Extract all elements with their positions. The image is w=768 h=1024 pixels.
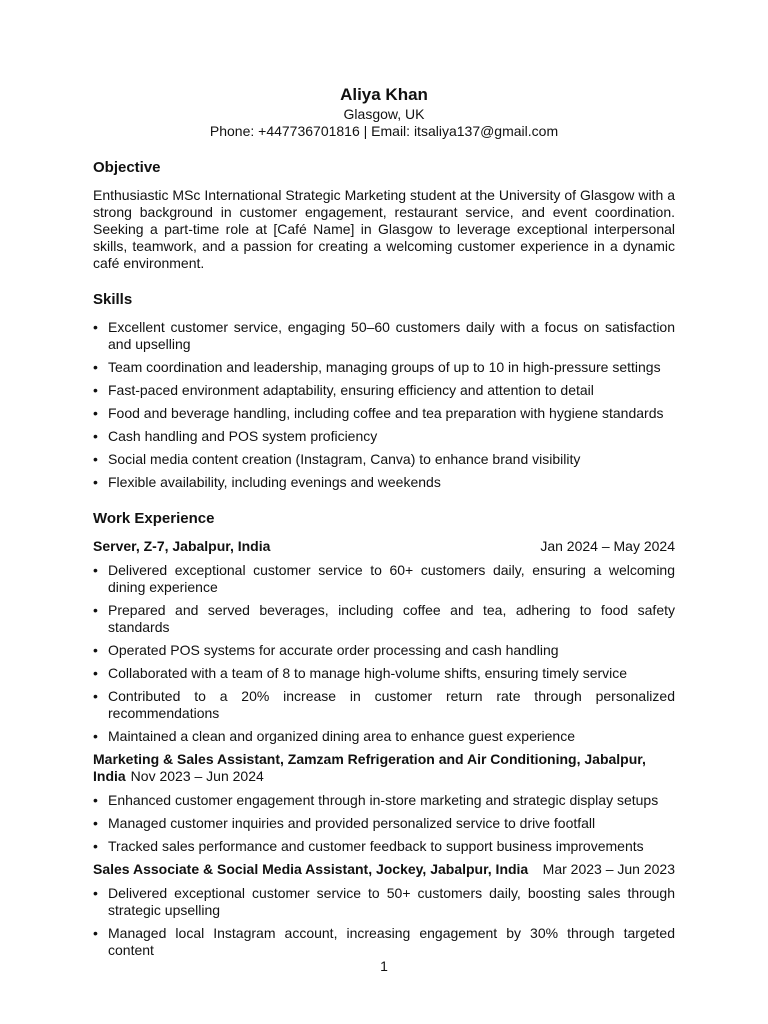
skill-item: • Cash handling and POS system proficiency bbox=[93, 428, 378, 444]
job-bullet: • Collaborated with a team of 8 to manage high-volume shifts, ensuring timely service bbox=[93, 665, 628, 681]
candidate-location: Glasgow, UK bbox=[343, 106, 425, 122]
bullet-icon: • bbox=[93, 815, 98, 831]
bullet-icon: • bbox=[93, 405, 98, 421]
objective-heading: Objective bbox=[93, 159, 161, 176]
bullet-icon: • bbox=[93, 885, 98, 901]
job-title: Marketing & Sales Assistant, Zamzam Refrigeration and Air Conditioning, Jabalpur, India bbox=[93, 751, 646, 784]
job-bullet: • Managed customer inquiries and provided personalized service to drive footfall bbox=[93, 815, 596, 831]
job-bullet: • Operated POS systems for accurate order processing and cash handling bbox=[93, 642, 559, 658]
resume-header bbox=[93, 84, 675, 140]
skill-item: • Fast-paced environment adaptability, ensuring efficiency and attention to detail bbox=[93, 382, 594, 398]
job-bullets bbox=[93, 792, 675, 855]
skills-list bbox=[93, 319, 675, 491]
bullet-icon: • bbox=[93, 562, 98, 578]
job-dates: Mar 2023 – Jun 2023 bbox=[542, 861, 675, 877]
job-dates: Jan 2024 – May 2024 bbox=[540, 538, 675, 554]
job-header bbox=[93, 538, 675, 555]
skills-heading: Skills bbox=[93, 291, 133, 308]
job-header bbox=[93, 751, 675, 785]
page-number: 1 bbox=[380, 958, 388, 974]
bullet-icon: • bbox=[93, 642, 98, 658]
job-header bbox=[93, 861, 675, 878]
objective-text: Enthusiastic MSc International Strategic Marketing student at the University of Glasgow with a strong background in customer engagement, restaurant service, and event coordination. Seeking a part-time role at [Café Name] in Glasgow to leverage exceptional interpersonal skills, teamwork, and a passion for creating a welcoming customer experience in a dynamic café environment. bbox=[93, 187, 675, 271]
bullet-icon: • bbox=[93, 925, 98, 941]
job-title: Server, Z-7, Jabalpur, India bbox=[93, 538, 271, 554]
bullet-icon: • bbox=[93, 688, 98, 704]
job-bullet: • Delivered exceptional customer service to 60+ customers daily, ensuring a welcoming dining experience bbox=[93, 562, 675, 595]
job-bullet: • Maintained a clean and organized dining area to enhance guest experience bbox=[93, 728, 576, 744]
contact-info: Phone: +447736701816 | Email: itsaliya137@gmail.com bbox=[209, 123, 559, 139]
bullet-icon: • bbox=[93, 474, 98, 490]
bullet-icon: • bbox=[93, 428, 98, 444]
bullet-icon: • bbox=[93, 665, 98, 681]
job-bullet: • Delivered exceptional customer service to 50+ customers daily, boosting sales through strategic upselling bbox=[93, 885, 675, 918]
skill-item: • Excellent customer service, engaging 50–60 customers daily with a focus on satisfaction and upselling bbox=[93, 319, 675, 352]
job-bullet: • Contributed to a 20% increase in customer return rate through personalized recommendations bbox=[93, 688, 675, 721]
bullet-icon: • bbox=[93, 359, 98, 375]
bullet-icon: • bbox=[93, 602, 98, 618]
experience-heading: Work Experience bbox=[93, 510, 215, 527]
bullet-icon: • bbox=[93, 728, 98, 744]
objective-section bbox=[93, 159, 675, 272]
experience-section bbox=[93, 510, 675, 959]
job-bullet: • Managed local Instagram account, increasing engagement by 30% through targeted content bbox=[93, 925, 675, 958]
candidate-name: Aliya Khan bbox=[340, 85, 428, 104]
bullet-icon: • bbox=[93, 792, 98, 808]
job-bullet: • Tracked sales performance and customer feedback to support business improvements bbox=[93, 838, 644, 854]
skill-item: • Social media content creation (Instagram, Canva) to enhance brand visibility bbox=[93, 451, 581, 467]
bullet-icon: • bbox=[93, 319, 98, 335]
job-dates: Nov 2023 – Jun 2024 bbox=[130, 768, 264, 784]
skills-section bbox=[93, 291, 675, 491]
job-entry bbox=[93, 861, 675, 959]
job-bullets bbox=[93, 562, 675, 745]
skill-item: • Food and beverage handling, including coffee and tea preparation with hygiene standards bbox=[93, 405, 664, 421]
job-bullet: • Enhanced customer engagement through in-store marketing and strategic display setups bbox=[93, 792, 659, 808]
bullet-icon: • bbox=[93, 382, 98, 398]
bullet-icon: • bbox=[93, 451, 98, 467]
bullet-icon: • bbox=[93, 838, 98, 854]
job-entry bbox=[93, 538, 675, 745]
job-entry bbox=[93, 751, 675, 855]
resume-page bbox=[93, 84, 675, 965]
job-title: Sales Associate & Social Media Assistant, Jockey, Jabalpur, India bbox=[93, 861, 529, 877]
job-bullet: • Prepared and served beverages, including coffee and tea, adhering to food safety standards bbox=[93, 602, 675, 635]
skill-item: • Team coordination and leadership, managing groups of up to 10 in high-pressure settings bbox=[93, 359, 661, 375]
job-bullets bbox=[93, 885, 675, 959]
skill-item: • Flexible availability, including evenings and weekends bbox=[93, 474, 441, 490]
